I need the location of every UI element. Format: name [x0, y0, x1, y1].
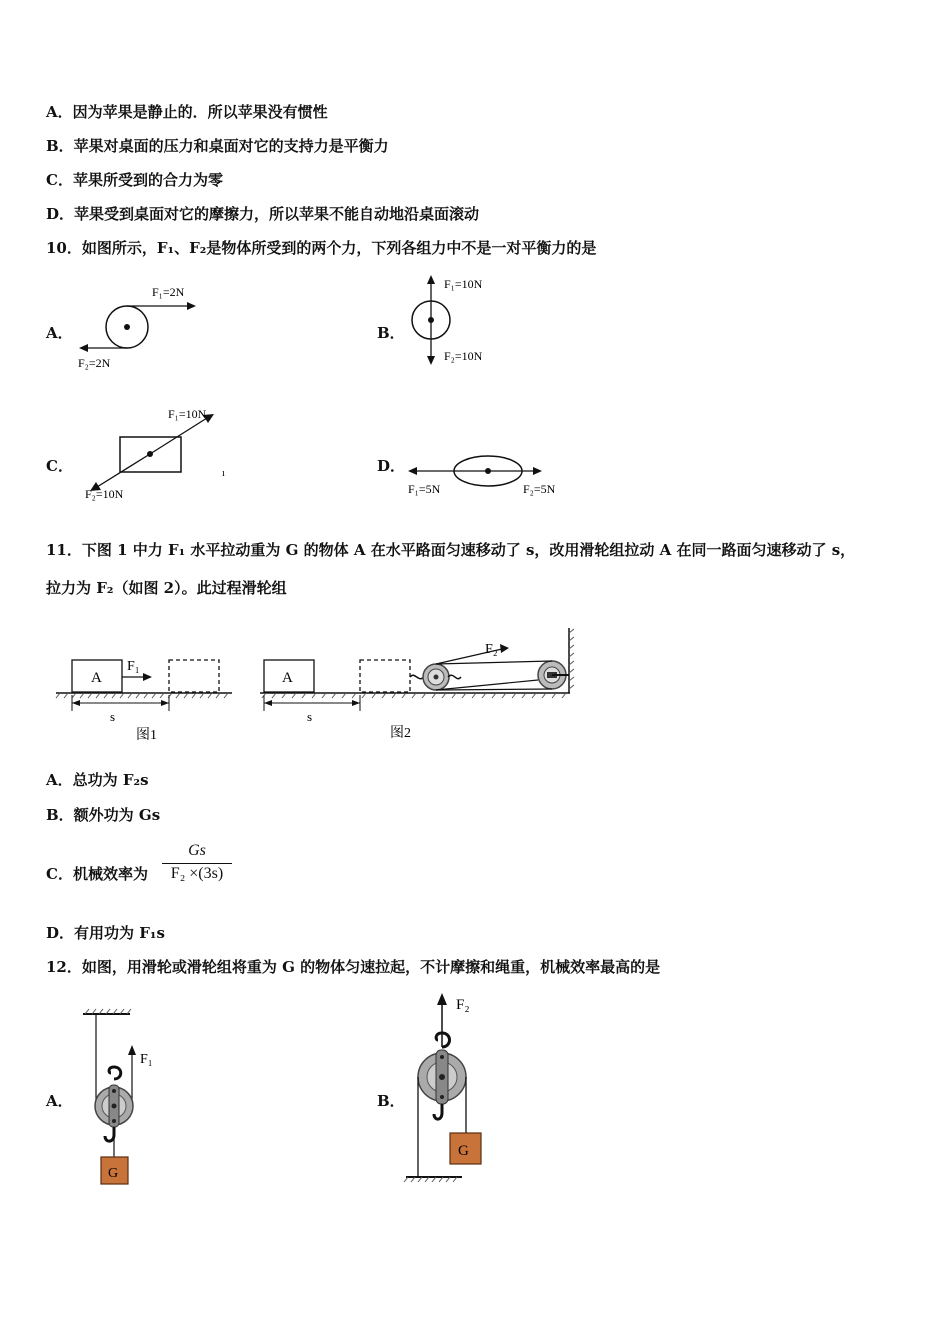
force-label: F₁ — [140, 1052, 153, 1067]
q11-option-c-fraction — [162, 842, 232, 885]
q12-figure-a — [75, 1005, 185, 1195]
distance-label: s — [307, 709, 313, 724]
rope-hook — [410, 675, 424, 678]
q10-figure-c — [75, 402, 235, 507]
arrow-left-icon — [79, 344, 88, 352]
svg-text:ı: ı — [222, 468, 225, 479]
q12-stem: 12．如图，用滑轮或滑轮组将重为 G 的物体匀速拉起，不计摩擦和绳重，机械效率最高的是 — [46, 958, 661, 976]
arrow-up-icon — [437, 993, 447, 1005]
q9-option-d: D．苹果受到桌面对它的摩擦力，所以苹果不能自动地沿桌面滚动 — [46, 205, 480, 223]
block-a-label: A — [282, 670, 293, 686]
bottom-hook-icon — [434, 1104, 442, 1119]
fraction-numerator: Gs — [188, 842, 206, 859]
bottom-hook-icon — [105, 1127, 114, 1141]
q11-stem-line1: 11．下图 1 中力 F₁ 水平拉动重为 G 的物体 A 在水平路面匀速移动了 s，改用滑轮组拉动 A 在同一路面匀速移动了 s， — [46, 541, 856, 559]
force-label: F₂ — [456, 997, 470, 1013]
q9-option-b: B．苹果对桌面的压力和桌面对它的支持力是平衡力 — [46, 137, 389, 155]
arrow-up-icon — [128, 1045, 136, 1055]
arrow-up-right-icon — [500, 644, 509, 653]
q11-stem-line2: 拉力为 F₂（如图 2）。此过程滑轮组 — [46, 579, 287, 597]
force-label: F₁ — [127, 659, 140, 674]
arrow-right-icon — [533, 467, 542, 475]
arrow-left-icon — [72, 700, 80, 706]
force-label-f2: F₂=10N — [85, 487, 124, 501]
arrow-down-icon — [427, 356, 435, 365]
q11-figure-2 — [260, 628, 574, 741]
q10-label-d: D． — [377, 457, 406, 475]
arrow-right-icon — [143, 673, 152, 681]
q9-option-a: A．因为苹果是静止的．所以苹果没有惯性 — [46, 103, 328, 121]
force-label-f1: F₁=2N — [152, 285, 185, 299]
force-label-f2: F₂=5N — [523, 482, 556, 496]
figure-caption: 图2 — [390, 726, 411, 741]
force-label-f1: F₁=10N — [168, 407, 207, 421]
center-dot — [124, 324, 130, 330]
arrow-left-icon — [264, 700, 272, 706]
q10-label-b: B． — [377, 324, 405, 342]
block-dashed — [360, 660, 410, 692]
block-dashed — [169, 660, 219, 692]
q10-figure-d — [400, 448, 580, 498]
q10-stem: 10．如图所示，F₁、F₂是物体所受到的两个力，下列各组力中不是一对平衡力的是 — [46, 239, 597, 257]
q10-figure-b — [400, 270, 520, 370]
q11-figures — [50, 625, 575, 750]
distance-label: s — [110, 709, 116, 724]
arrow-up-icon — [427, 275, 435, 284]
force-label: F₂ — [485, 642, 498, 657]
q9-option-c: C．苹果所受到的合力为零 — [46, 171, 223, 189]
fraction-bar — [162, 863, 232, 864]
arrow-right-icon — [352, 700, 360, 706]
q12-label-b: B． — [377, 1092, 405, 1110]
force-label-f1: F₁=10N — [444, 277, 483, 291]
arrow-right-icon — [187, 302, 196, 310]
q11-option-b: B．额外功为 Gs — [46, 806, 161, 824]
arrow-right-icon — [161, 700, 169, 706]
q10-figure-a — [70, 278, 200, 378]
force-label-f1: F₁=5N — [408, 482, 441, 496]
top-hook-icon — [436, 1033, 449, 1047]
q12-label-a: A． — [46, 1092, 73, 1110]
q11-option-d: D．有用功为 F₁s — [46, 924, 165, 942]
q11-option-c-prefix: C．机械效率为 — [46, 865, 148, 883]
top-hook-icon — [109, 1067, 121, 1079]
weight-label: G — [458, 1143, 469, 1159]
fraction-denominator: F₂ ×(3s) — [170, 865, 224, 882]
q12-figure-b — [400, 985, 520, 1190]
weight-label: G — [108, 1166, 119, 1181]
q11-figure-1 — [56, 659, 232, 743]
q11-option-a: A．总功为 F₂s — [46, 771, 149, 789]
q10-label-c: C． — [46, 457, 73, 475]
arrow-left-icon — [408, 467, 417, 475]
force-label-f2: F₂=10N — [444, 349, 483, 363]
figure-caption: 图1 — [136, 728, 157, 743]
q10-label-a: A． — [46, 324, 73, 342]
block-a-label: A — [91, 670, 102, 686]
force-label-f2: F₂=2N — [78, 356, 111, 370]
